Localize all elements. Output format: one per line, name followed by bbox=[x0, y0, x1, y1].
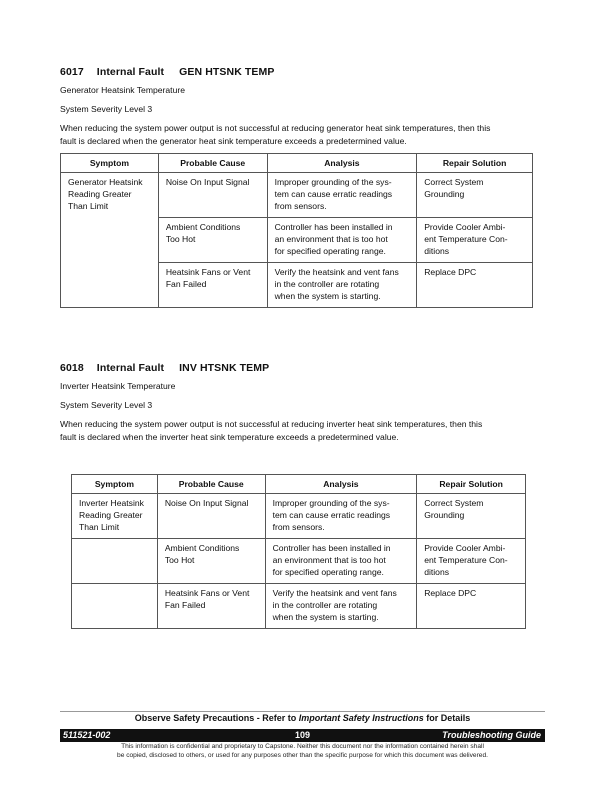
fault-heading bbox=[60, 362, 540, 374]
table-row bbox=[72, 584, 526, 629]
confidentiality-notice bbox=[60, 743, 545, 760]
cell-line: Generator Heatsink bbox=[68, 177, 143, 187]
cell-line: an environment that is too hot bbox=[274, 234, 388, 244]
cell-line: Correct System bbox=[424, 177, 484, 187]
table-row bbox=[61, 173, 533, 218]
repair-cell bbox=[417, 218, 533, 263]
cause-cell bbox=[157, 584, 265, 629]
cell-line: Controller has been installed in bbox=[272, 543, 391, 553]
fault-name: INV HTSNK TEMP bbox=[179, 362, 270, 374]
cell-line: from sensors. bbox=[272, 522, 325, 532]
cause-cell bbox=[157, 539, 265, 584]
description-line: fault is declared when the inverter heat sink temperature exceeds a predetermined value. bbox=[60, 432, 399, 442]
cell-line: from sensors. bbox=[274, 201, 327, 211]
cell-line: Grounding bbox=[424, 510, 465, 520]
analysis-cell bbox=[267, 218, 417, 263]
symptom-cell bbox=[61, 173, 159, 308]
fault-name: GEN HTSNK TEMP bbox=[179, 66, 275, 78]
description-line: When reducing the system power output is not successful at reducing generator heat sink temperatures, then this bbox=[60, 123, 491, 133]
header-symptom: Symptom bbox=[61, 154, 159, 173]
description-line: When reducing the system power output is not successful at reducing inverter heat sink temperatures, then this bbox=[60, 419, 483, 429]
analysis-cell bbox=[267, 173, 417, 218]
cell-line: Too Hot bbox=[164, 555, 195, 565]
fault-subtitle: Inverter Heatsink Temperature bbox=[60, 381, 176, 391]
fault-type: Internal Fault bbox=[96, 362, 165, 374]
symptom-cell-empty bbox=[72, 584, 158, 629]
cell-line: Controller has been installed in bbox=[274, 222, 393, 232]
severity-level: System Severity Level 3 bbox=[60, 104, 153, 114]
safety-instructions-reference: Important Safety Instructions bbox=[298, 713, 424, 723]
description-line: fault is declared when the generator heat sink temperature exceeds a predetermined value. bbox=[60, 136, 407, 146]
analysis-cell bbox=[265, 584, 417, 629]
cell-line: Than Limit bbox=[79, 522, 120, 532]
cell-line: Provide Cooler Ambi- bbox=[424, 222, 506, 232]
footer-divider bbox=[60, 711, 545, 712]
confidentiality-line: be copied, disclosed to others, or used for any purposes other than the specific purpose for which this document was delivered. bbox=[117, 751, 488, 759]
symptom-cell bbox=[72, 494, 158, 539]
cause-cell bbox=[158, 173, 267, 218]
confidentiality-line: This information is confidential and proprietary to Capstone. Neither this document nor the information contained herein shall bbox=[121, 743, 484, 750]
document-number: 511521-002 bbox=[63, 730, 111, 740]
page-number: 109 bbox=[294, 730, 311, 740]
cell-line: for specified operating range. bbox=[274, 246, 386, 256]
cell-line: Grounding bbox=[424, 189, 465, 199]
cell-line: Than Limit bbox=[68, 201, 109, 211]
symptom-cell-empty bbox=[72, 539, 158, 584]
safety-text: for Details bbox=[423, 713, 471, 723]
cell-line: ditions bbox=[424, 567, 450, 577]
fault-code: 6018 bbox=[60, 362, 84, 374]
table-row bbox=[72, 494, 526, 539]
cell-line: ent Temperature Con- bbox=[424, 555, 508, 565]
analysis-cell bbox=[267, 263, 417, 308]
cell-line: Inverter Heatsink bbox=[79, 498, 144, 508]
header-repair-solution: Repair Solution bbox=[417, 154, 533, 173]
cell-line: Noise On Input Signal bbox=[164, 498, 249, 508]
cell-line: Heatsink Fans or Vent bbox=[165, 267, 251, 277]
cell-line: for specified operating range. bbox=[272, 567, 384, 577]
fault-subtitle: Generator Heatsink Temperature bbox=[60, 85, 185, 95]
cell-line: Ambient Conditions bbox=[164, 543, 240, 553]
cell-line: Heatsink Fans or Vent bbox=[164, 588, 250, 598]
header-analysis: Analysis bbox=[267, 154, 417, 173]
repair-cell bbox=[417, 539, 526, 584]
cell-line: Fan Failed bbox=[165, 279, 207, 289]
cell-line: Reading Greater bbox=[79, 510, 143, 520]
guide-title: Troubleshooting Guide bbox=[442, 730, 541, 740]
footer-bar bbox=[60, 729, 545, 742]
header-symptom: Symptom bbox=[72, 475, 158, 494]
severity-level: System Severity Level 3 bbox=[60, 400, 153, 410]
table-row bbox=[72, 539, 526, 584]
cause-cell bbox=[158, 218, 267, 263]
fault-section-6018 bbox=[60, 362, 540, 444]
cell-line: Reading Greater bbox=[68, 189, 132, 199]
cell-line: Improper grounding of the sys- bbox=[274, 177, 392, 187]
cell-line: Replace DPC bbox=[424, 588, 477, 598]
cell-line: Correct System bbox=[424, 498, 484, 508]
troubleshooting-table-6017 bbox=[60, 153, 533, 308]
cell-line: an environment that is too hot bbox=[272, 555, 386, 565]
cell-line: Verify the heatsink and vent fans bbox=[272, 588, 397, 598]
fault-section-6017 bbox=[60, 66, 540, 148]
repair-cell bbox=[417, 494, 526, 539]
cause-cell bbox=[158, 263, 267, 308]
cell-line: in the controller are rotating bbox=[274, 279, 380, 289]
cell-line: when the system is starting. bbox=[274, 291, 381, 301]
cell-line: Fan Failed bbox=[164, 600, 206, 610]
repair-cell bbox=[417, 173, 533, 218]
repair-cell bbox=[417, 263, 533, 308]
cell-line: Too Hot bbox=[165, 234, 196, 244]
troubleshooting-table-6018 bbox=[71, 474, 526, 629]
cell-line: Ambient Conditions bbox=[165, 222, 241, 232]
cell-line: Replace DPC bbox=[424, 267, 477, 277]
cell-line: tem can cause erratic readings bbox=[274, 189, 393, 199]
cell-line: ent Temperature Con- bbox=[424, 234, 508, 244]
cell-line: Improper grounding of the sys- bbox=[272, 498, 390, 508]
fault-code: 6017 bbox=[60, 66, 84, 78]
cell-line: Provide Cooler Ambi- bbox=[424, 543, 506, 553]
fault-heading bbox=[60, 66, 540, 78]
cell-line: in the controller are rotating bbox=[272, 600, 378, 610]
analysis-cell bbox=[265, 494, 417, 539]
cell-line: Noise On Input Signal bbox=[165, 177, 250, 187]
cell-line: ditions bbox=[424, 246, 450, 256]
header-probable-cause: Probable Cause bbox=[158, 154, 267, 173]
fault-description bbox=[60, 418, 540, 444]
table-header-row bbox=[61, 154, 533, 173]
cell-line: Verify the heatsink and vent fans bbox=[274, 267, 399, 277]
safety-text: Observe Safety Precautions - Refer to bbox=[134, 713, 299, 723]
safety-notice bbox=[60, 713, 545, 723]
cause-cell bbox=[157, 494, 265, 539]
cell-line: tem can cause erratic readings bbox=[272, 510, 391, 520]
analysis-cell bbox=[265, 539, 417, 584]
repair-cell bbox=[417, 584, 526, 629]
table-header-row bbox=[72, 475, 526, 494]
header-probable-cause: Probable Cause bbox=[157, 475, 265, 494]
header-analysis: Analysis bbox=[265, 475, 417, 494]
fault-type: Internal Fault bbox=[96, 66, 165, 78]
fault-description bbox=[60, 122, 540, 148]
cell-line: when the system is starting. bbox=[272, 612, 379, 622]
header-repair-solution: Repair Solution bbox=[417, 475, 526, 494]
